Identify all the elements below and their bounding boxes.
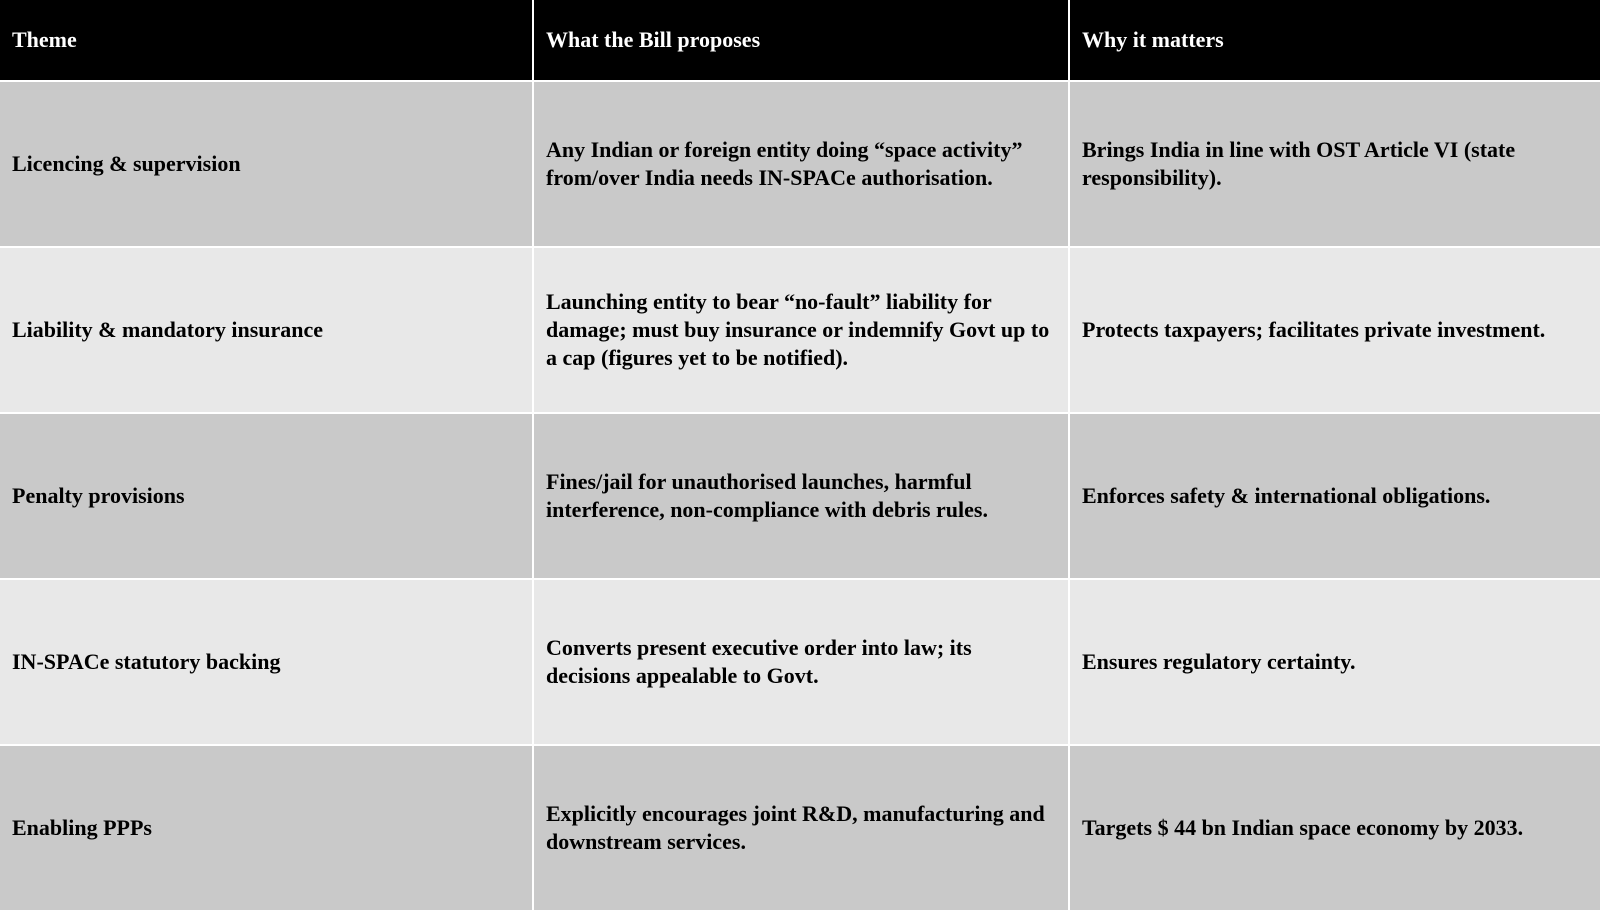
row-1-theme [0,82,532,246]
cell-text: IN-SPACe statutory backing [12,649,281,674]
row-2-theme [0,248,532,412]
row-4-proposal [534,580,1068,744]
row-4-why [1070,580,1600,744]
row-1-proposal [534,82,1068,246]
cell-text: Ensures regulatory certainty. [1082,649,1356,674]
cell-text: Liability & mandatory insurance [12,317,324,342]
header-theme [0,0,532,80]
cell-text: Any Indian or foreign entity doing “space activity” from/over India needs IN-SPACe authorisation. [546,137,1023,190]
row-4-theme [0,580,532,744]
cell-text: Converts present executive order into law; its decisions appealable to Govt. [546,635,972,688]
header-why-label: Why it matters [1082,27,1224,52]
row-3-why [1070,414,1600,578]
row-2-proposal [534,248,1068,412]
header-why [1070,0,1600,80]
header-proposal-label: What the Bill proposes [546,27,761,52]
cell-text: Targets $ 44 bn Indian space economy by 2033. [1082,815,1524,840]
header-theme-label: Theme [12,27,77,52]
row-5-why [1070,746,1600,910]
row-3-proposal [534,414,1068,578]
row-2-why [1070,248,1600,412]
row-3-theme [0,414,532,578]
cell-text: Licencing & supervision [12,151,241,176]
cell-text: Brings India in line with OST Article VI (state responsibility). [1082,137,1516,190]
row-5-proposal [534,746,1068,910]
cell-text: Protects taxpayers; facilitates private investment. [1082,317,1546,342]
cell-text: Launching entity to bear “no-fault” liability for damage; must buy insurance or indemnify Govt up to a cap (figures yet to be notified). [546,289,1050,370]
cell-text: Penalty provisions [12,483,185,508]
cell-text: Fines/jail for unauthorised launches, harmful interference, non-compliance with debris rules. [546,469,988,522]
cell-text: Explicitly encourages joint R&D, manufacturing and downstream services. [546,801,1045,854]
cell-text: Enabling PPPs [12,815,152,840]
header-proposal [534,0,1068,80]
cell-text: Enforces safety & international obligations. [1082,483,1491,508]
row-1-why [1070,82,1600,246]
row-5-theme [0,746,532,910]
